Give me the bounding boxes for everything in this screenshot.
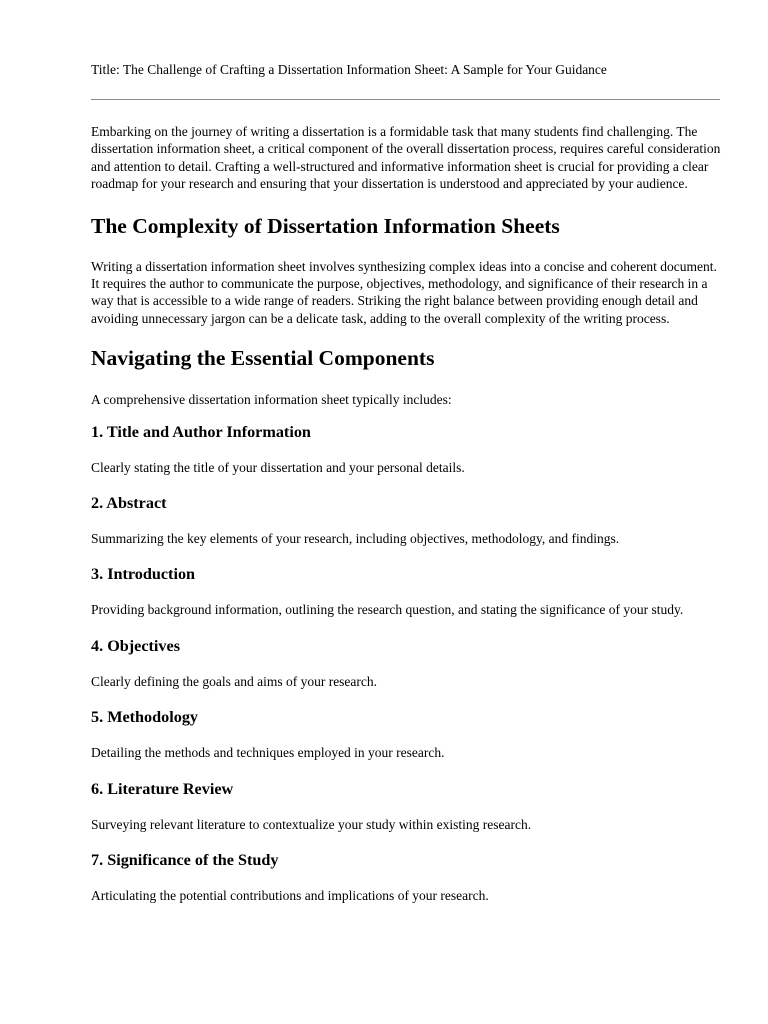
section-heading-complexity: The Complexity of Dissertation Information Sheets xyxy=(91,213,560,238)
section-heading-components: Navigating the Essential Components xyxy=(91,346,435,371)
component-heading: 5. Methodology xyxy=(91,708,199,727)
component-item xyxy=(91,850,720,904)
component-heading: 7. Significance of the Study xyxy=(91,851,279,870)
component-description: Providing background information, outlining the research question, and stating the significance of your study. xyxy=(91,602,684,618)
component-description: Surveying relevant literature to contextualize your study within existing research. xyxy=(91,816,532,832)
component-heading: 6. Literature Review xyxy=(91,779,234,798)
component-item xyxy=(91,636,720,690)
title-divider xyxy=(91,99,720,100)
component-description: Articulating the potential contributions and implications of your research. xyxy=(91,888,489,904)
component-heading: 2. Abstract xyxy=(91,494,167,513)
component-heading: 1. Title and Author Information xyxy=(91,422,311,441)
component-heading: 3. Introduction xyxy=(91,565,196,584)
component-description: Detailing the methods and techniques employed in your research. xyxy=(91,745,445,761)
components-lead: A comprehensive dissertation information sheet typically includes: xyxy=(91,392,452,408)
component-item xyxy=(91,564,720,618)
intro-paragraph: Embarking on the journey of writing a dissertation is a formidable task that many students find challenging. The dissertation information sheet, a critical component of the overall dissertation process, requires careful consideration and attention to detail. Crafting a well-structured and informative information sheet is crucial for providing a clear roadmap for your research and ensuring that your dissertation is understood and appreciated by your audience. xyxy=(91,124,721,192)
document-title: Title: The Challenge of Crafting a Dissertation Information Sheet: A Sample for Your Guidance xyxy=(91,62,607,77)
component-description: Clearly defining the goals and aims of your research. xyxy=(91,673,378,689)
component-description: Clearly stating the title of your dissertation and your personal details. xyxy=(91,459,465,475)
component-item xyxy=(91,422,720,476)
component-item xyxy=(91,493,720,547)
component-description: Summarizing the key elements of your research, including objectives, methodology, and findings. xyxy=(91,531,620,547)
component-item xyxy=(91,779,720,833)
complexity-paragraph: Writing a dissertation information sheet involves synthesizing complex ideas into a concise and coherent document. It requires the author to communicate the purpose, objectives, methodology, and significance of their research in a way that is accessible to a wide range of readers. Striking the right balance between providing enough detail and avoiding unnecessary jargon can be a delicate task, adding to the overall complexity of the writing process. xyxy=(91,258,717,326)
component-heading: 4. Objectives xyxy=(91,636,181,655)
component-item xyxy=(91,707,720,761)
